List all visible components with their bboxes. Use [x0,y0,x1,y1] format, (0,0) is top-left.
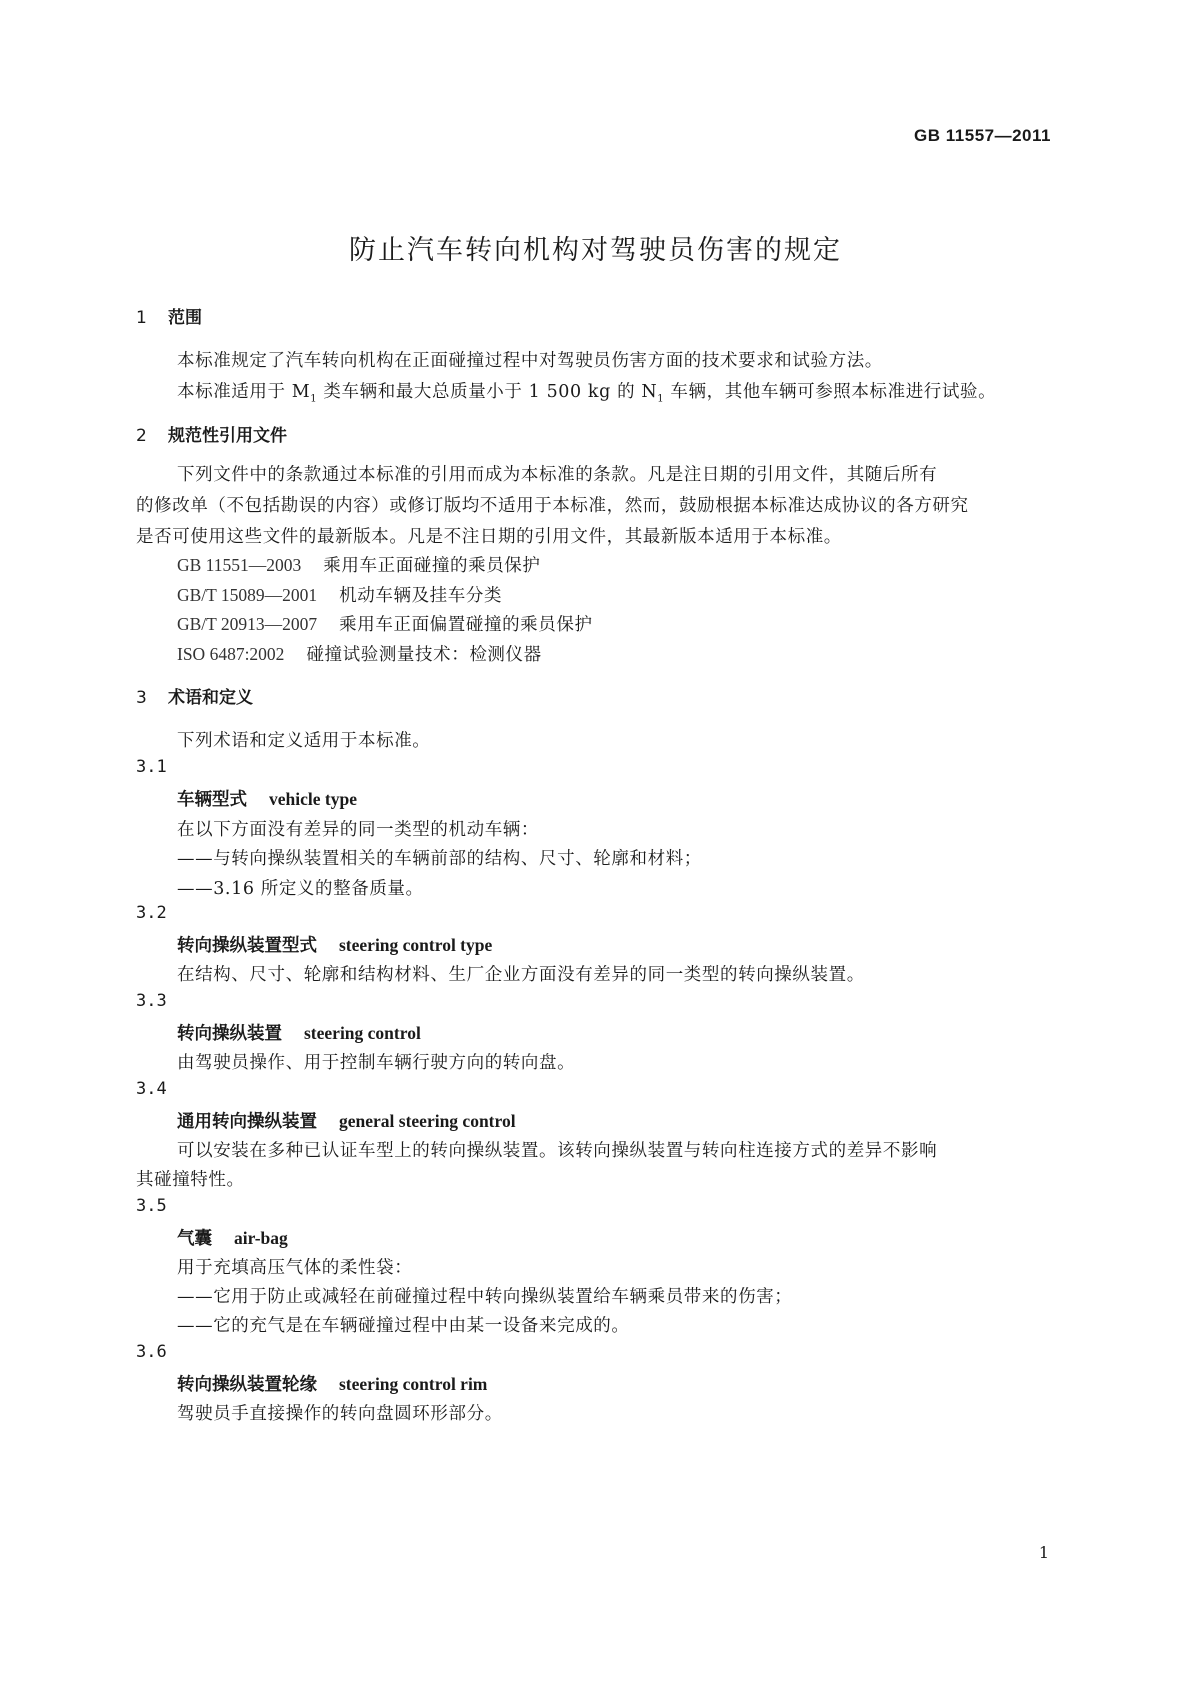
normative-intro-line-1: 下列文件中的条款通过本标准的引用而成为本标准的条款。凡是注日期的引用文件，其随后所有 [177,465,938,485]
page-number: 1 [1038,1543,1049,1562]
standard-code: GB 11557—2011 [914,126,1051,145]
reference-title: 碰撞试验测量技术：检测仪器 [306,645,542,665]
term-definition-line: ——与转向操纵装置相关的车辆前部的结构、尺寸、轮廓和材料； [177,849,702,869]
section-title: 术语和定义 [168,688,253,708]
section-title: 规范性引用文件 [168,426,287,446]
subscript-m1: 1 [310,393,318,405]
reference-item [177,552,541,577]
clause-number: 3.2 [136,903,167,923]
reference-title: 机动车辆及挂车分类 [339,586,503,606]
term-definition-line: 由驾驶员操作、用于控制车辆行驶方向的转向盘。 [177,1053,576,1073]
section-1-heading [136,303,202,328]
scope-paragraph-2 [177,378,996,405]
section-2-heading [136,421,287,446]
reference-code: GB/T 15089—2001 [177,585,318,605]
term-en: steering control type [339,935,493,955]
reference-code: GB 11551—2003 [177,555,302,575]
scope-paragraph-1: 本标准规定了汽车转向机构在正面碰撞过程中对驾驶员伤害方面的技术要求和试验方法。 [177,351,883,371]
document-title: 防止汽车转向机构对驾驶员伤害的规定 [349,235,842,266]
clause-number: 3.1 [136,757,167,777]
term-en: steering control [304,1023,421,1043]
section-title: 范围 [168,308,202,328]
clause-number: 3.4 [136,1079,167,1099]
reference-title: 乘用车正面碰撞的乘员保护 [323,556,541,576]
subscript-n1: 1 [657,393,665,405]
normative-intro-line-2: 的修改单（不包括勘误的内容）或修订版均不适用于本标准，然而，鼓励根据本标准达成协议的各方研究 [136,496,969,516]
term-en: vehicle type [269,789,357,809]
term-definition-line: 在以下方面没有差异的同一类型的机动车辆： [177,820,539,840]
scope-text-b: 类车辆和最大总质量小于 1 500 kg 的 N [317,382,658,402]
term-definition-line: ——它的充气是在车辆碰撞过程中由某一设备来完成的。 [177,1316,630,1336]
section-number: 1 [136,308,147,328]
scope-text-a: 本标准适用于 M [177,382,311,402]
term-heading [177,1020,421,1045]
term-heading [177,1225,288,1250]
reference-title: 乘用车正面偏置碰撞的乘员保护 [339,615,593,635]
reference-code: ISO 6487:2002 [177,644,285,664]
term-zh: 转向操纵装置型式 [177,936,317,956]
term-definition-line: ——3.16 所定义的整备质量。 [177,879,424,899]
term-definition-line: 在结构、尺寸、轮廓和结构材料、生厂企业方面没有差异的同一类型的转向操纵装置。 [177,965,865,985]
term-definition-line: ——它用于防止或减轻在前碰撞过程中转向操纵装置给车辆乘员带来的伤害； [177,1287,793,1307]
term-zh: 转向操纵装置轮缘 [177,1375,317,1395]
term-heading [177,1371,487,1396]
clause-number: 3.6 [136,1342,167,1362]
clause-number: 3.5 [136,1196,167,1216]
term-en: general steering control [339,1111,516,1131]
term-heading [177,932,492,957]
term-definition-line: 可以安装在多种已认证车型上的转向操纵装置。该转向操纵装置与转向柱连接方式的差异不影响 [177,1141,938,1161]
term-heading [177,1108,516,1133]
reference-code: GB/T 20913—2007 [177,614,318,634]
section-3-heading [136,683,253,708]
term-definition-line: 驾驶员手直接操作的转向盘圆环形部分。 [177,1404,503,1424]
term-zh: 车辆型式 [177,790,247,810]
normative-intro-line-3: 是否可使用这些文件的最新版本。凡是不注日期的引用文件，其最新版本适用于本标准。 [136,527,842,547]
term-heading [177,786,357,811]
term-definition-line: 用于充填高压气体的柔性袋： [177,1258,413,1278]
reference-item [177,641,542,666]
reference-item [177,611,593,636]
section-number: 3 [136,688,147,708]
term-definition-line: 其碰撞特性。 [136,1170,245,1190]
clause-number: 3.3 [136,991,167,1011]
scope-text-c: 车辆，其他车辆可参照本标准进行试验。 [664,382,997,402]
term-en: air-bag [234,1228,288,1248]
reference-item [177,582,502,607]
term-zh: 气囊 [177,1229,212,1249]
terms-intro: 下列术语和定义适用于本标准。 [177,731,431,751]
term-zh: 通用转向操纵装置 [177,1112,317,1132]
term-zh: 转向操纵装置 [177,1024,282,1044]
section-number: 2 [136,426,147,446]
term-en: steering control rim [339,1374,488,1394]
